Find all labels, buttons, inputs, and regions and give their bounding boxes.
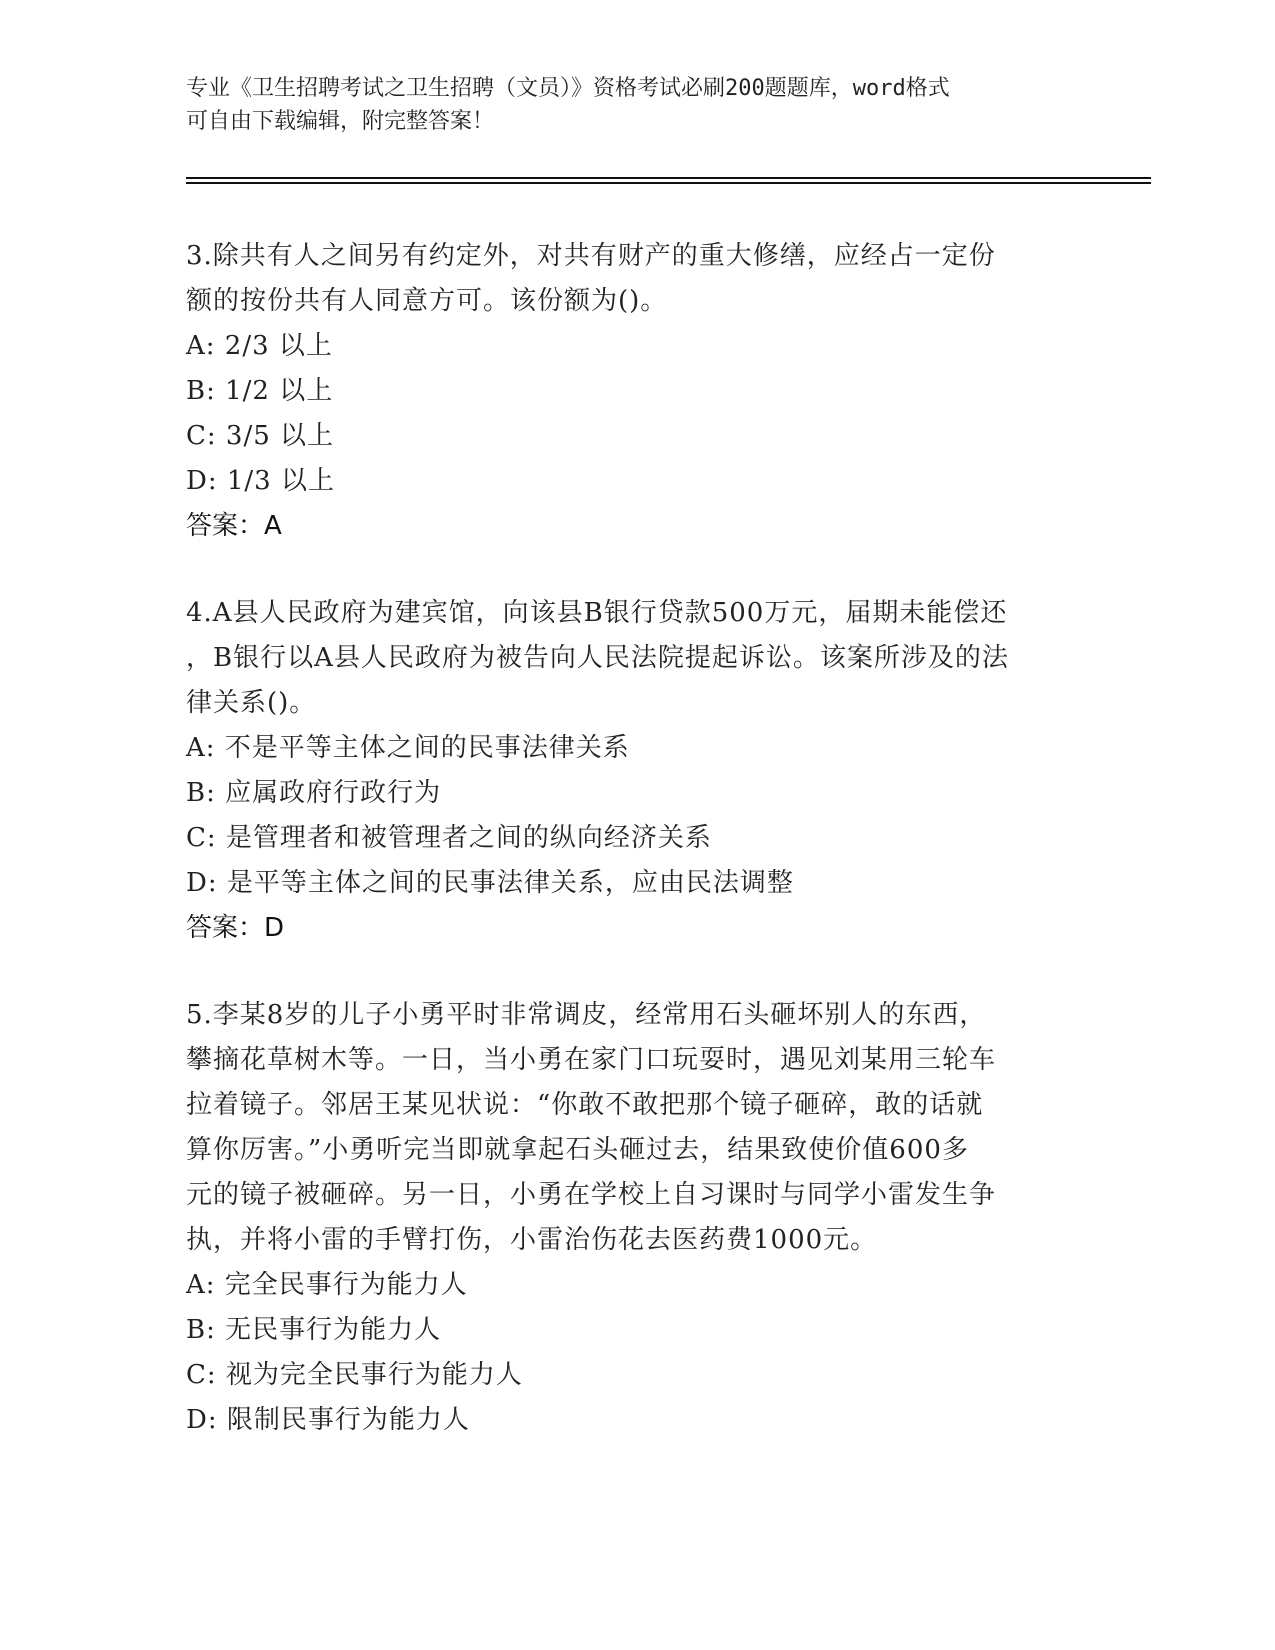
question-text-line: 额的按份共有人同意方可。该份额为()。 (186, 286, 668, 316)
option-d: D: 是平等主体之间的民事法律关系，应由民法调整 (186, 868, 794, 898)
document-header (186, 72, 1086, 138)
option-c: C: 3/5 以上 (186, 421, 335, 451)
option-c: C: 视为完全民事行为能力人 (186, 1360, 523, 1390)
question-4-text (186, 591, 1086, 726)
header-line-2: 可自由下载编辑，附完整答案！ (186, 109, 495, 134)
option-d: D: 限制民事行为能力人 (186, 1405, 470, 1435)
question-4 (186, 591, 1086, 951)
question-text-line: 算你厉害。”小勇听完当即就拿起石头砸过去，结果致使价值600多 (186, 1135, 969, 1165)
option-b: B: 应属政府行政行为 (186, 778, 442, 808)
option-a: A: 不是平等主体之间的民事法律关系 (186, 733, 630, 763)
header-divider-top (186, 177, 1151, 179)
header-divider-bottom (186, 182, 1151, 184)
option-b: B: 1/2 以上 (186, 376, 334, 406)
question-text-line: 律关系()。 (186, 688, 317, 718)
option-a: A: 2/3 以上 (186, 331, 333, 361)
question-text-line: 元的镜子被砸碎。另一日，小勇在学校上自习课时与同学小雷发生争 (186, 1180, 997, 1210)
header-line-1: 专业《卫生招聘考试之卫生招聘（文员）》资格考试必刷200题题库，word格式 (186, 76, 950, 101)
option-b: B: 无民事行为能力人 (186, 1315, 442, 1345)
question-5-text (186, 993, 1086, 1263)
question-text-line: 3.除共有人之间另有约定外，对共有财产的重大修缮，应经占一定份 (186, 241, 996, 271)
question-text-line: ，B银行以A县人民政府为被告向人民法院提起诉讼。该案所涉及的法 (186, 643, 1009, 673)
answer-label: 答案：A (186, 511, 282, 541)
option-a: A: 完全民事行为能力人 (186, 1270, 468, 1300)
question-5 (186, 993, 1086, 1443)
question-3-text (186, 234, 1086, 324)
question-3 (186, 234, 1086, 549)
question-text-line: 攀摘花草树木等。一日，当小勇在家门口玩耍时，遇见刘某用三轮车 (186, 1045, 997, 1075)
option-c: C: 是管理者和被管理者之间的纵向经济关系 (186, 823, 712, 853)
question-text-line: 5.李某8岁的儿子小勇平时非常调皮，经常用石头砸坏别人的东西， (186, 1000, 987, 1030)
question-text-line: 执，并将小雷的手臂打伤，小雷治伤花去医药费1000元。 (186, 1225, 878, 1255)
question-list (186, 234, 1086, 1485)
option-d: D: 1/3 以上 (186, 466, 335, 496)
question-text-line: 4.A县人民政府为建宾馆，向该县B银行贷款500万元，届期未能偿还 (186, 598, 1008, 628)
question-text-line: 拉着镜子。邻居王某见状说：“你敢不敢把那个镜子砸碎，敢的话就 (186, 1090, 984, 1120)
answer-label: 答案：D (186, 913, 285, 943)
